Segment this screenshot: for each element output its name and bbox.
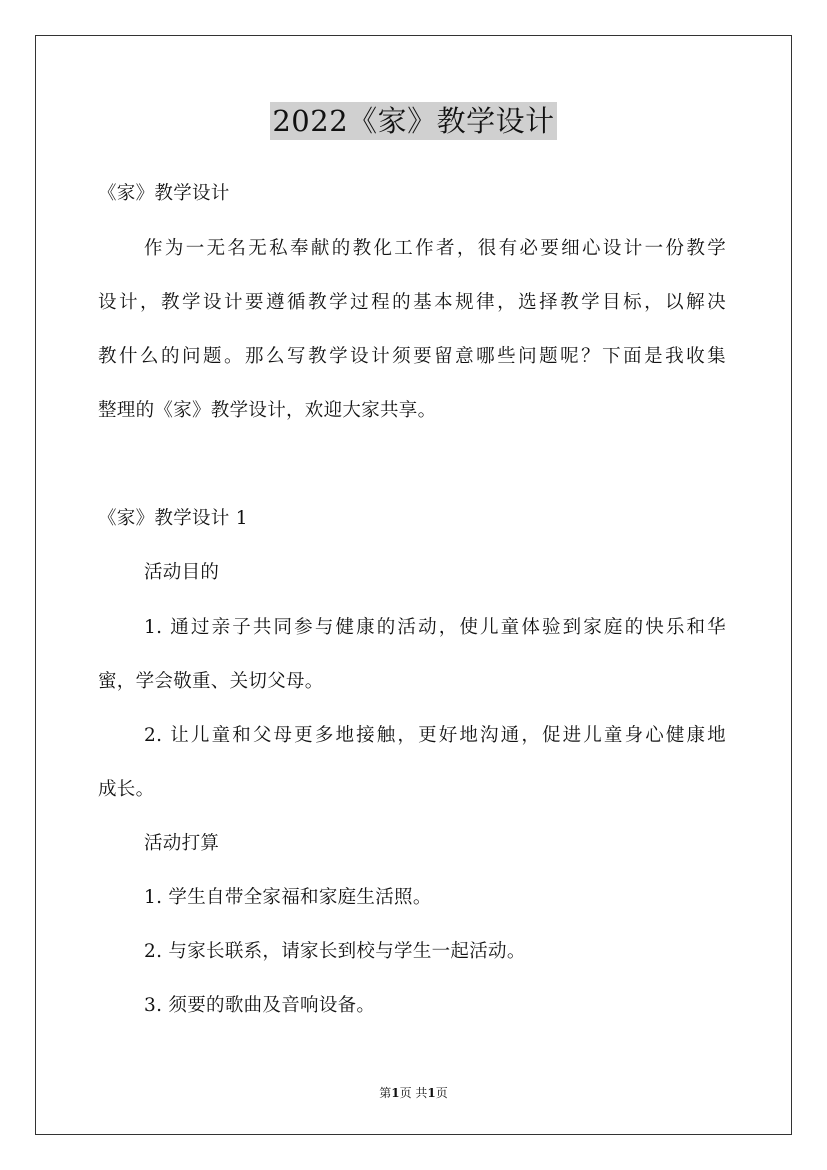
prep-item-1: 1. 学生自带全家福和家庭生活照。 — [144, 887, 432, 908]
prep-heading: 活动打算 — [144, 833, 220, 854]
footer-prefix: 第 — [379, 1086, 392, 1100]
footer-page-total: 1 — [427, 1086, 436, 1100]
intro-line-3: 教什么的问题。那么写教学设计须要留意哪些问题呢？下面是我收集 — [98, 346, 726, 367]
footer-mid: 页 共 — [399, 1086, 428, 1100]
document-title: 2022《家》教学设计 — [272, 104, 555, 138]
intro-line-4: 整理的《家》教学设计，欢迎大家共享。 — [98, 400, 437, 421]
goal2-line-2: 成长。 — [98, 779, 155, 800]
intro-line-1: 作为一无名无私奉献的教化工作者，很有必要细心设计一份教学 — [144, 238, 726, 259]
goal1-line-2: 蜜，学会敬重、关切父母。 — [98, 671, 324, 692]
prep-item-2: 2. 与家长联系，请家长到校与学生一起活动。 — [144, 941, 526, 962]
footer-suffix: 页 — [435, 1086, 448, 1100]
document-subtitle: 《家》教学设计 — [98, 183, 230, 204]
goal1-line-1: 1. 通过亲子共同参与健康的活动，使儿童体验到家庭的快乐和华 — [144, 617, 726, 638]
title-container — [0, 102, 827, 140]
goal-heading: 活动目的 — [144, 562, 220, 583]
page-footer — [0, 1086, 827, 1100]
prep-item-3: 3. 须要的歌曲及音响设备。 — [144, 995, 376, 1016]
footer-page-number: 1 — [391, 1086, 400, 1100]
section-title: 《家》教学设计 1 — [98, 508, 248, 529]
goal2-line-1: 2. 让儿童和父母更多地接触，更好地沟通，促进儿童身心健康地 — [144, 725, 726, 746]
intro-line-2: 设计，教学设计要遵循教学过程的基本规律，选择教学目标，以解决 — [98, 292, 726, 313]
